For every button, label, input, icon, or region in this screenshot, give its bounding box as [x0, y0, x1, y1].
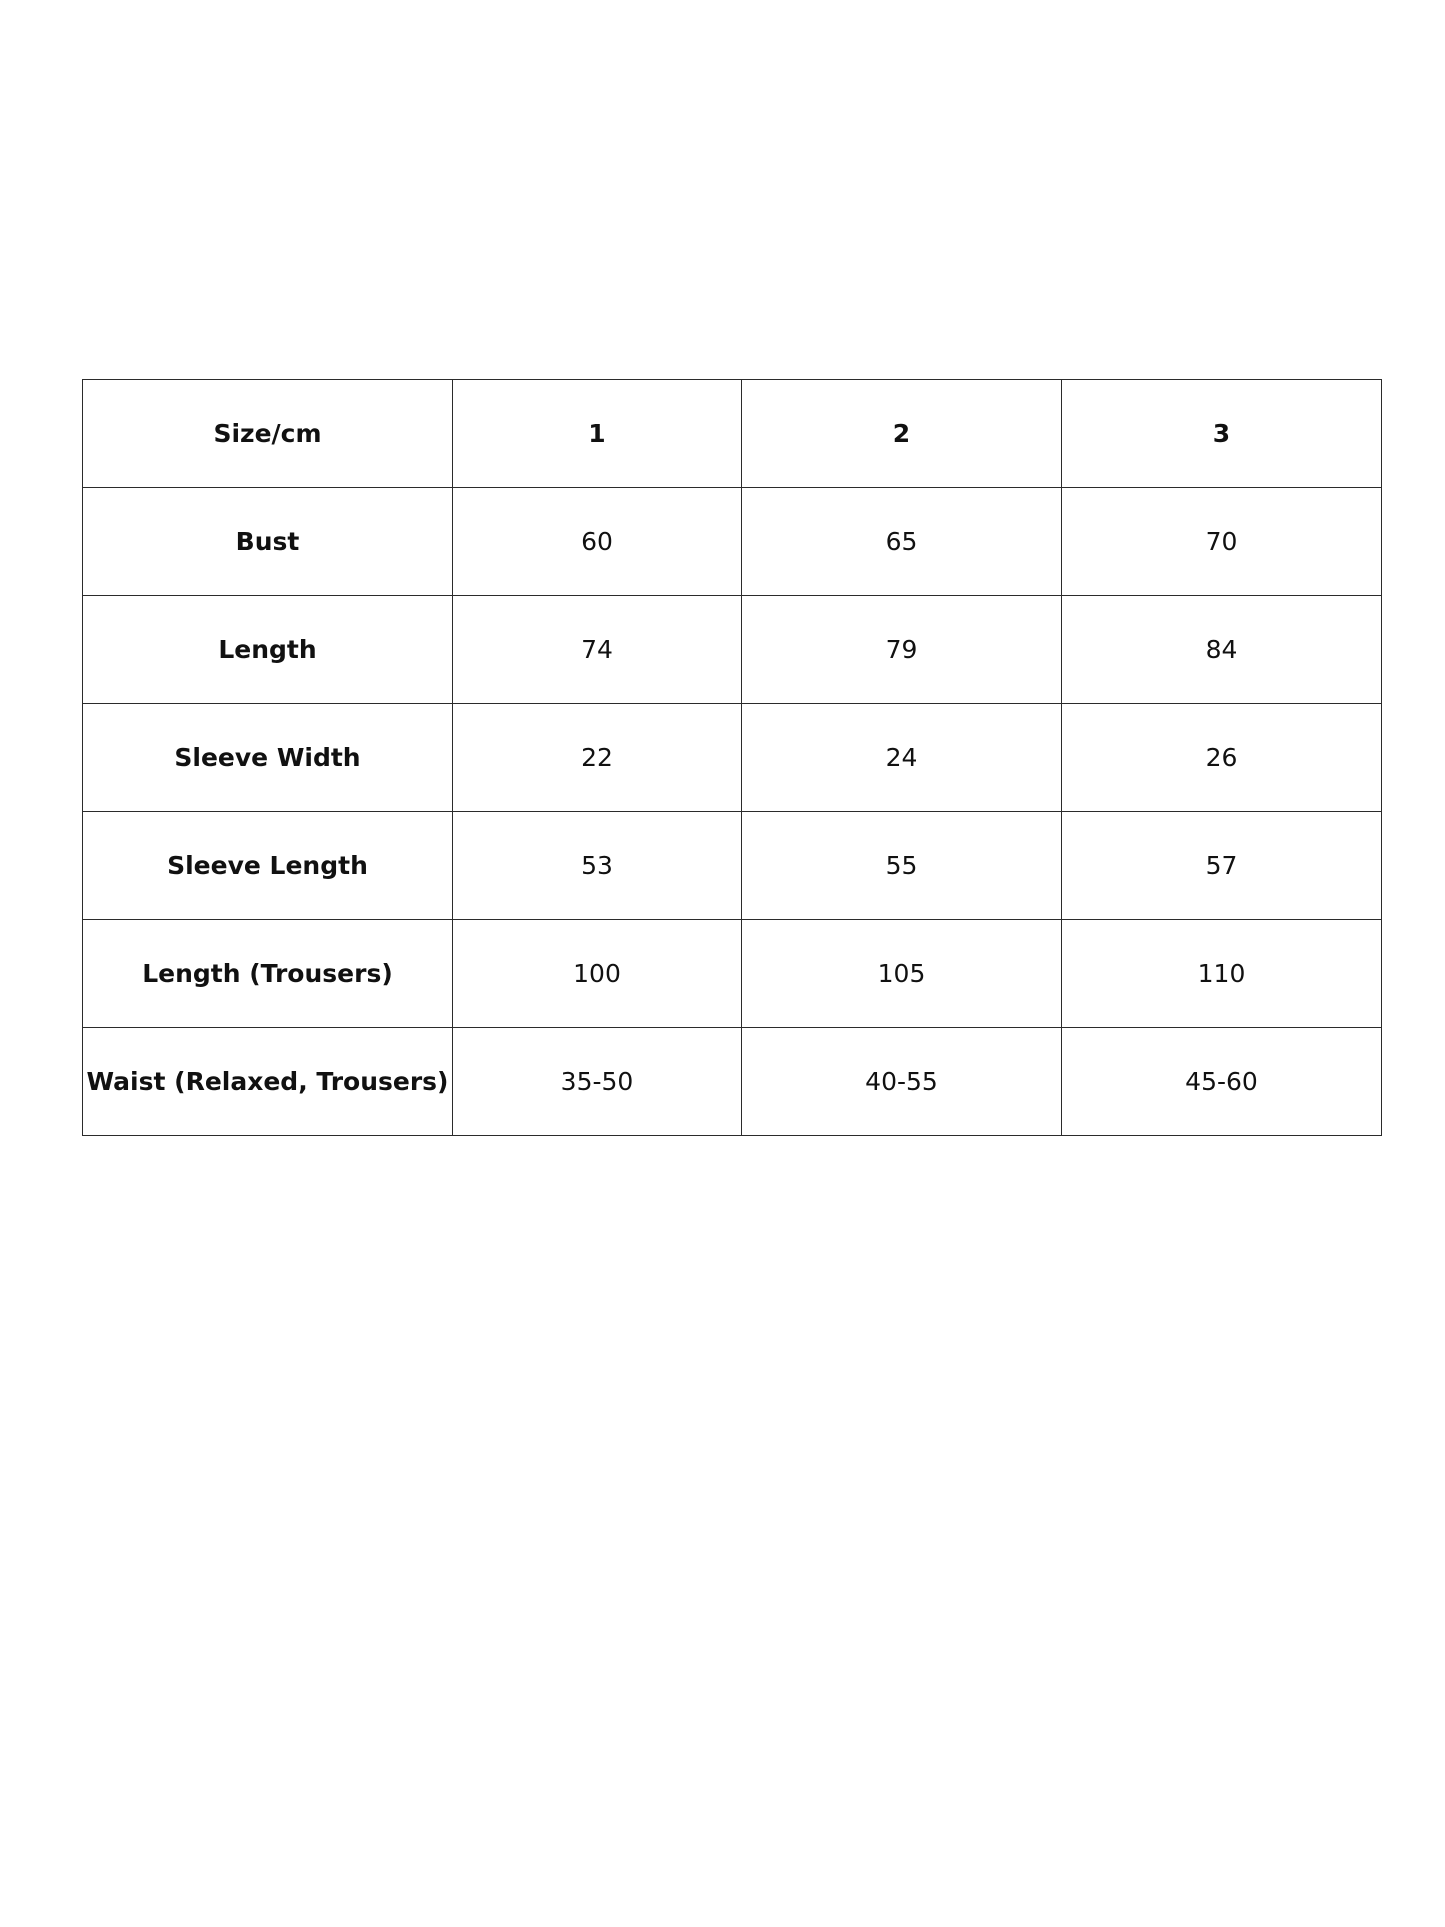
- row-label: Length (Trousers): [83, 920, 453, 1028]
- table-row: [83, 704, 1382, 812]
- header-cell-size-3: 3: [1062, 380, 1382, 488]
- table-header-row: [83, 380, 1382, 488]
- table-cell: 22: [453, 704, 742, 812]
- table-row: [83, 920, 1382, 1028]
- table-cell: 60: [453, 488, 742, 596]
- row-label: Sleeve Length: [83, 812, 453, 920]
- table-cell: 24: [742, 704, 1062, 812]
- header-cell-size-1: 1: [453, 380, 742, 488]
- row-label: Waist (Relaxed, Trousers): [83, 1028, 453, 1136]
- table-cell: 35-50: [453, 1028, 742, 1136]
- table-cell: 57: [1062, 812, 1382, 920]
- table-cell: 26: [1062, 704, 1382, 812]
- table-cell: 55: [742, 812, 1062, 920]
- table-cell: 110: [1062, 920, 1382, 1028]
- table-row: [83, 488, 1382, 596]
- table-cell: 84: [1062, 596, 1382, 704]
- table-cell: 45-60: [1062, 1028, 1382, 1136]
- table-cell: 74: [453, 596, 742, 704]
- table-cell: 65: [742, 488, 1062, 596]
- table-cell: 100: [453, 920, 742, 1028]
- table-cell: 105: [742, 920, 1062, 1028]
- row-label: Length: [83, 596, 453, 704]
- table-cell: 53: [453, 812, 742, 920]
- row-label: Sleeve Width: [83, 704, 453, 812]
- table-cell: 79: [742, 596, 1062, 704]
- table-cell: 40-55: [742, 1028, 1062, 1136]
- table-row: [83, 812, 1382, 920]
- table-cell: 70: [1062, 488, 1382, 596]
- table-row: [83, 596, 1382, 704]
- size-chart-table: [82, 379, 1382, 1136]
- header-cell-size-2: 2: [742, 380, 1062, 488]
- header-cell-size-unit: Size/cm: [83, 380, 453, 488]
- row-label: Bust: [83, 488, 453, 596]
- table-row: [83, 1028, 1382, 1136]
